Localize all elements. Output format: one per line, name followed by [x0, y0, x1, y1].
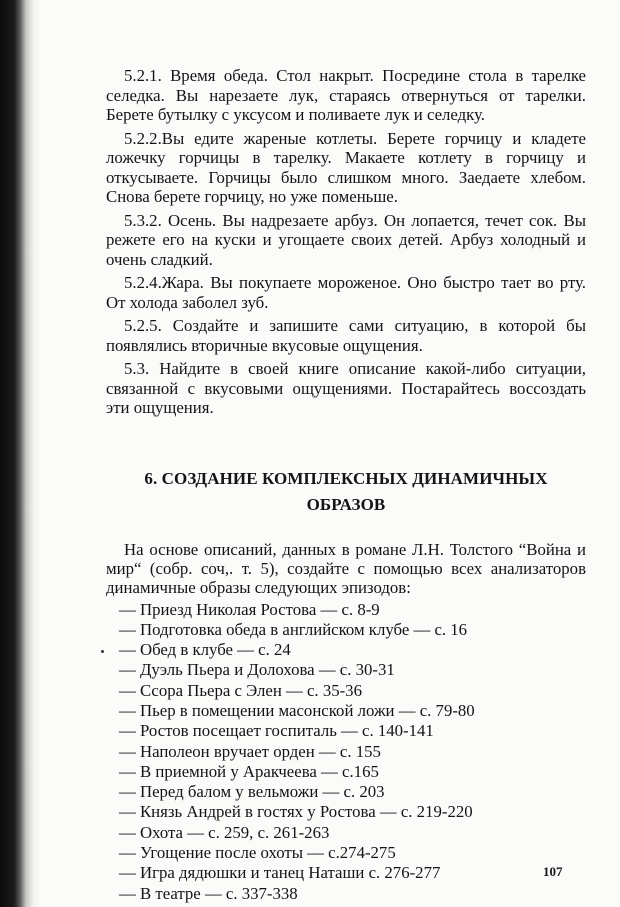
- paragraph-5-2-4: 5.2.4.Жара. Вы покупаете мороженое. Оно быстро тает во рту. От холода заболел зуб.: [106, 273, 586, 312]
- section-heading: [106, 466, 586, 518]
- list-item: — Ростов посещает госпиталь — с. 140-141: [119, 721, 434, 741]
- page-number: 107: [543, 864, 563, 879]
- scan-speck: [101, 650, 104, 653]
- paragraph-5-2-2: 5.2.2.Вы едите жареные котлеты. Берете горчицу и кладете ложечку горчицы в тарелку. Макаете котлету в горчицу и откусываете. Горчицы было слишком много. Заедаете хлебом. Снова берете горчицу, но уже поменьше.: [106, 128, 586, 206]
- list-item: — Приезд Николая Ростова — с. 8-9: [119, 599, 380, 619]
- section-heading-line2: ОБРАЗОВ: [306, 494, 386, 514]
- episode-list: [106, 600, 586, 904]
- list-item: — Пьер в помещении масонской ложи — с. 79-80: [119, 700, 475, 720]
- list-item: — В приемной у Аракчеева — с.165: [119, 761, 379, 781]
- paragraph-5-3-2: 5.3.2. Осень. Вы надрезаете арбуз. Он лопается, течет сок. Вы режете его на куски и угощаете своих детей. Арбуз холодный и очень сладкий.: [106, 210, 586, 269]
- list-item: — Ссора Пьера с Элен — с. 35-36: [119, 680, 362, 700]
- paragraph-5-2-1: 5.2.1. Время обеда. Стол накрыт. Посредине стола в тарелке селедка. Вы нарезаете лук, стараясь отвернуться от тарелки. Берете бутылку с уксусом и поливаете лук и селедку.: [106, 66, 586, 124]
- list-item: — Охота — с. 259, с. 261-263: [119, 822, 330, 842]
- section-intro: На основе описаний, данных в романе Л.Н. Толстого “Война и мир“ (собр. соч,. т. 5), создайте с помощью всех анализаторов динамичные образы следующих эпизодов:: [106, 539, 586, 597]
- list-item: — Князь Андрей в гостях у Ростова — с. 219-220: [119, 802, 473, 822]
- scan-binding-edge: [0, 0, 40, 907]
- list-item: — Перед балом у вельможи — с. 203: [119, 782, 385, 802]
- list-item: — Игра дядюшки и танец Наташи с. 276-277: [119, 863, 441, 883]
- list-item: — В театре — с. 337-338: [119, 883, 298, 903]
- section-heading-line1: 6. СОЗДАНИЕ КОМПЛЕКСНЫХ ДИНАМИЧНЫХ: [144, 468, 548, 488]
- list-item: — Наполеон вручает орден — с. 155: [119, 741, 381, 761]
- list-item: — Угощение после охоты — с.274-275: [119, 843, 396, 863]
- list-item: — Обед в клубе — с. 24: [119, 640, 291, 660]
- book-page: [106, 66, 586, 904]
- paragraph-5-3: 5.3. Найдите в своей книге описание какой-либо ситуации, связанной с вкусовыми ощущениями. Постарайтесь воссоздать эти ощущения.: [106, 359, 586, 417]
- paragraph-5-2-5: 5.2.5. Создайте и запишите сами ситуацию, в которой бы появлялись вторичные вкусовые ощущения.: [106, 316, 586, 355]
- list-item: — Дуэль Пьера и Долохова — с. 30-31: [119, 660, 395, 680]
- list-item: — Подготовка обеда в английском клубе — с. 16: [119, 619, 468, 639]
